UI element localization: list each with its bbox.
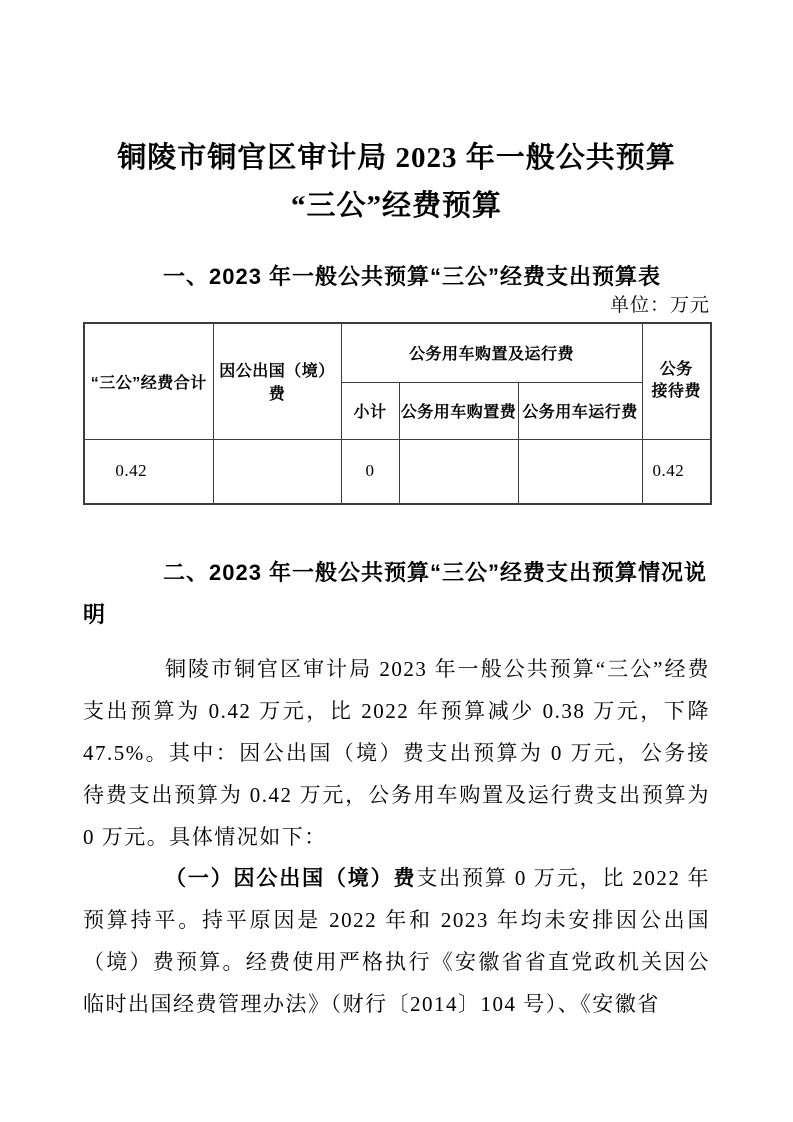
unit-note: 单位：万元 xyxy=(609,295,710,316)
paragraph-summary: 铜陵市铜官区审计局 2023 年一般公共预算“三公”经费支出预算为 0.42 万元，比 2022 年预算减少 0.38 万元，下降 47.5%。其中：因公出国（境）费支出预算为 0 万元，公务接待费支出预算为 0.42 万元，公务用车购置及运行费支出预算为 0 万元。具体情况如下： xyxy=(83,657,710,849)
section-1-heading: 一、2023 年一般公共预算“三公”经费支出预算表 xyxy=(163,264,662,289)
data-cell-total: 0.42 xyxy=(84,439,213,504)
paragraph-abroad-lead: （一）因公出国（境）费 xyxy=(165,866,417,890)
header-cell-vehicle-purchase: 公务用车购置费 xyxy=(399,382,518,439)
header-cell-reception xyxy=(642,323,711,439)
header-cell-vehicle-operation: 公务用车运行费 xyxy=(518,382,642,439)
header-cell-vehicle-group: 公务用车购置及运行费 xyxy=(341,323,642,382)
header-cell-reception-line-2: 接待费 xyxy=(651,383,702,401)
table-data-row xyxy=(84,439,711,504)
data-cell-abroad xyxy=(213,439,341,504)
budget-table xyxy=(83,322,712,505)
document-title xyxy=(83,134,710,230)
table-header-row-1 xyxy=(84,323,711,382)
document-title-line-1: 铜陵市铜官区审计局 2023 年一般公共预算 xyxy=(117,142,676,174)
data-cell-vehicle-purchase xyxy=(399,439,518,504)
paragraph-abroad-detail xyxy=(83,857,710,1025)
data-cell-reception: 0.42 xyxy=(642,439,711,504)
data-cell-vehicle-operation xyxy=(518,439,642,504)
header-cell-reception-line-1: 公务 xyxy=(659,361,693,379)
paragraph-abroad-text: 支出预算 0 万元，比 2022 年预算持平。持平原因是 2022 年和 2023 年均未安排因公出国（境）费预算。经费使用严格执行《安徽省省直党政机关因公临时出国经费管理办法》（财行〔2014〕104 号）、《安徽省 xyxy=(83,866,711,1016)
section-2-heading: 二、2023 年一般公共预算“三公”经费支出预算情况说明 xyxy=(83,560,708,627)
document-title-line-2: “三公”经费预算 xyxy=(290,190,502,222)
header-cell-vehicle-subtotal: 小计 xyxy=(341,382,399,439)
header-cell-total: “三公”经费合计 xyxy=(84,323,213,439)
data-cell-vehicle-subtotal: 0 xyxy=(341,439,399,504)
header-cell-abroad: 因公出国（境）费 xyxy=(213,323,341,439)
